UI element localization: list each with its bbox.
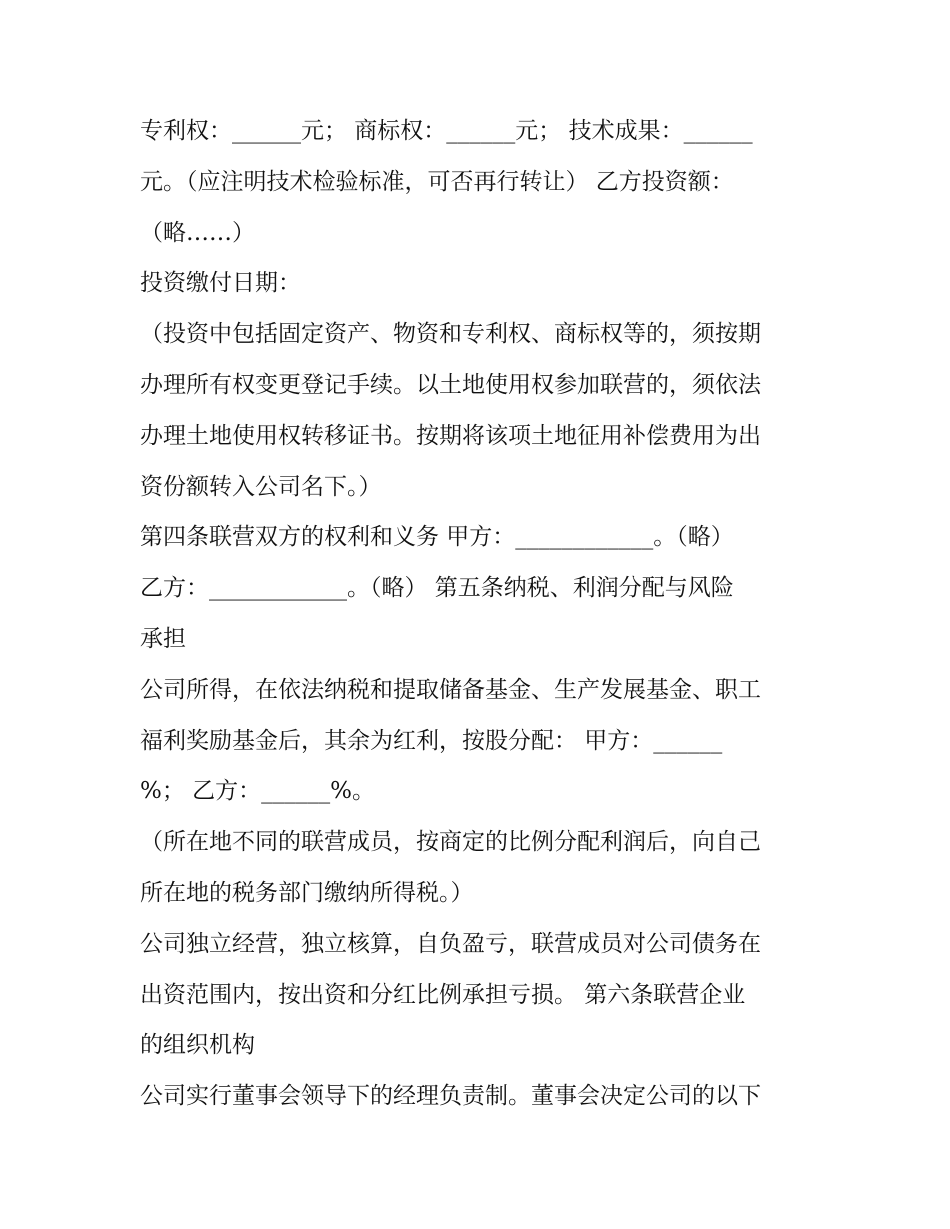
text-line: 元。（应注明技术检验标准，可否再行转让） 乙方投资额： [140, 168, 734, 195]
text-line: 办理所有权变更登记手续。以土地使用权参加联营的，须依法 [140, 371, 761, 398]
text-line: 所在地的税务部门缴纳所得税。） [140, 879, 474, 906]
contract-text [140, 106, 820, 1122]
text-line: 的组织机构 [140, 1032, 255, 1059]
text-line: %； 乙方：______%。 [140, 778, 376, 805]
text-line: 出资范围内，按出资和分红比例承担亏损。 第六条联营企业 [140, 981, 746, 1008]
text-line: 乙方：____________。（略） 第五条纳税、利润分配与风险 [140, 575, 734, 602]
text-line: （略……） [140, 219, 255, 246]
text-line: （投资中包括固定资产、物资和专利权、商标权等的，须按期 [140, 321, 761, 348]
text-line: 专利权：______元； 商标权：______元； 技术成果：______ [140, 118, 753, 144]
text-line: 公司所得，在依法纳税和提取储备基金、生产发展基金、职工 [140, 676, 761, 703]
text-line: 福利奖励基金后，其余为红利，按股分配： 甲方：______ [140, 727, 723, 754]
text-line: 公司实行董事会领导下的经理负责制。董事会决定公司的以下 [140, 1083, 761, 1110]
text-line: 办理土地使用权转移证书。按期将该项土地征用补偿费用为出 [140, 422, 761, 449]
text-line: 资份额转入公司名下。） [140, 473, 382, 500]
text-line: 承担 [140, 625, 186, 652]
text-line: 公司独立经营，独立核算，自负盈亏，联营成员对公司债务在 [140, 930, 761, 957]
text-line: 第四条联营双方的权利和义务 甲方：____________。（略） [140, 524, 734, 551]
text-line: 投资缴付日期： [140, 270, 301, 297]
text-line: （所在地不同的联营成员，按商定的比例分配利润后，向自己 [140, 829, 761, 856]
